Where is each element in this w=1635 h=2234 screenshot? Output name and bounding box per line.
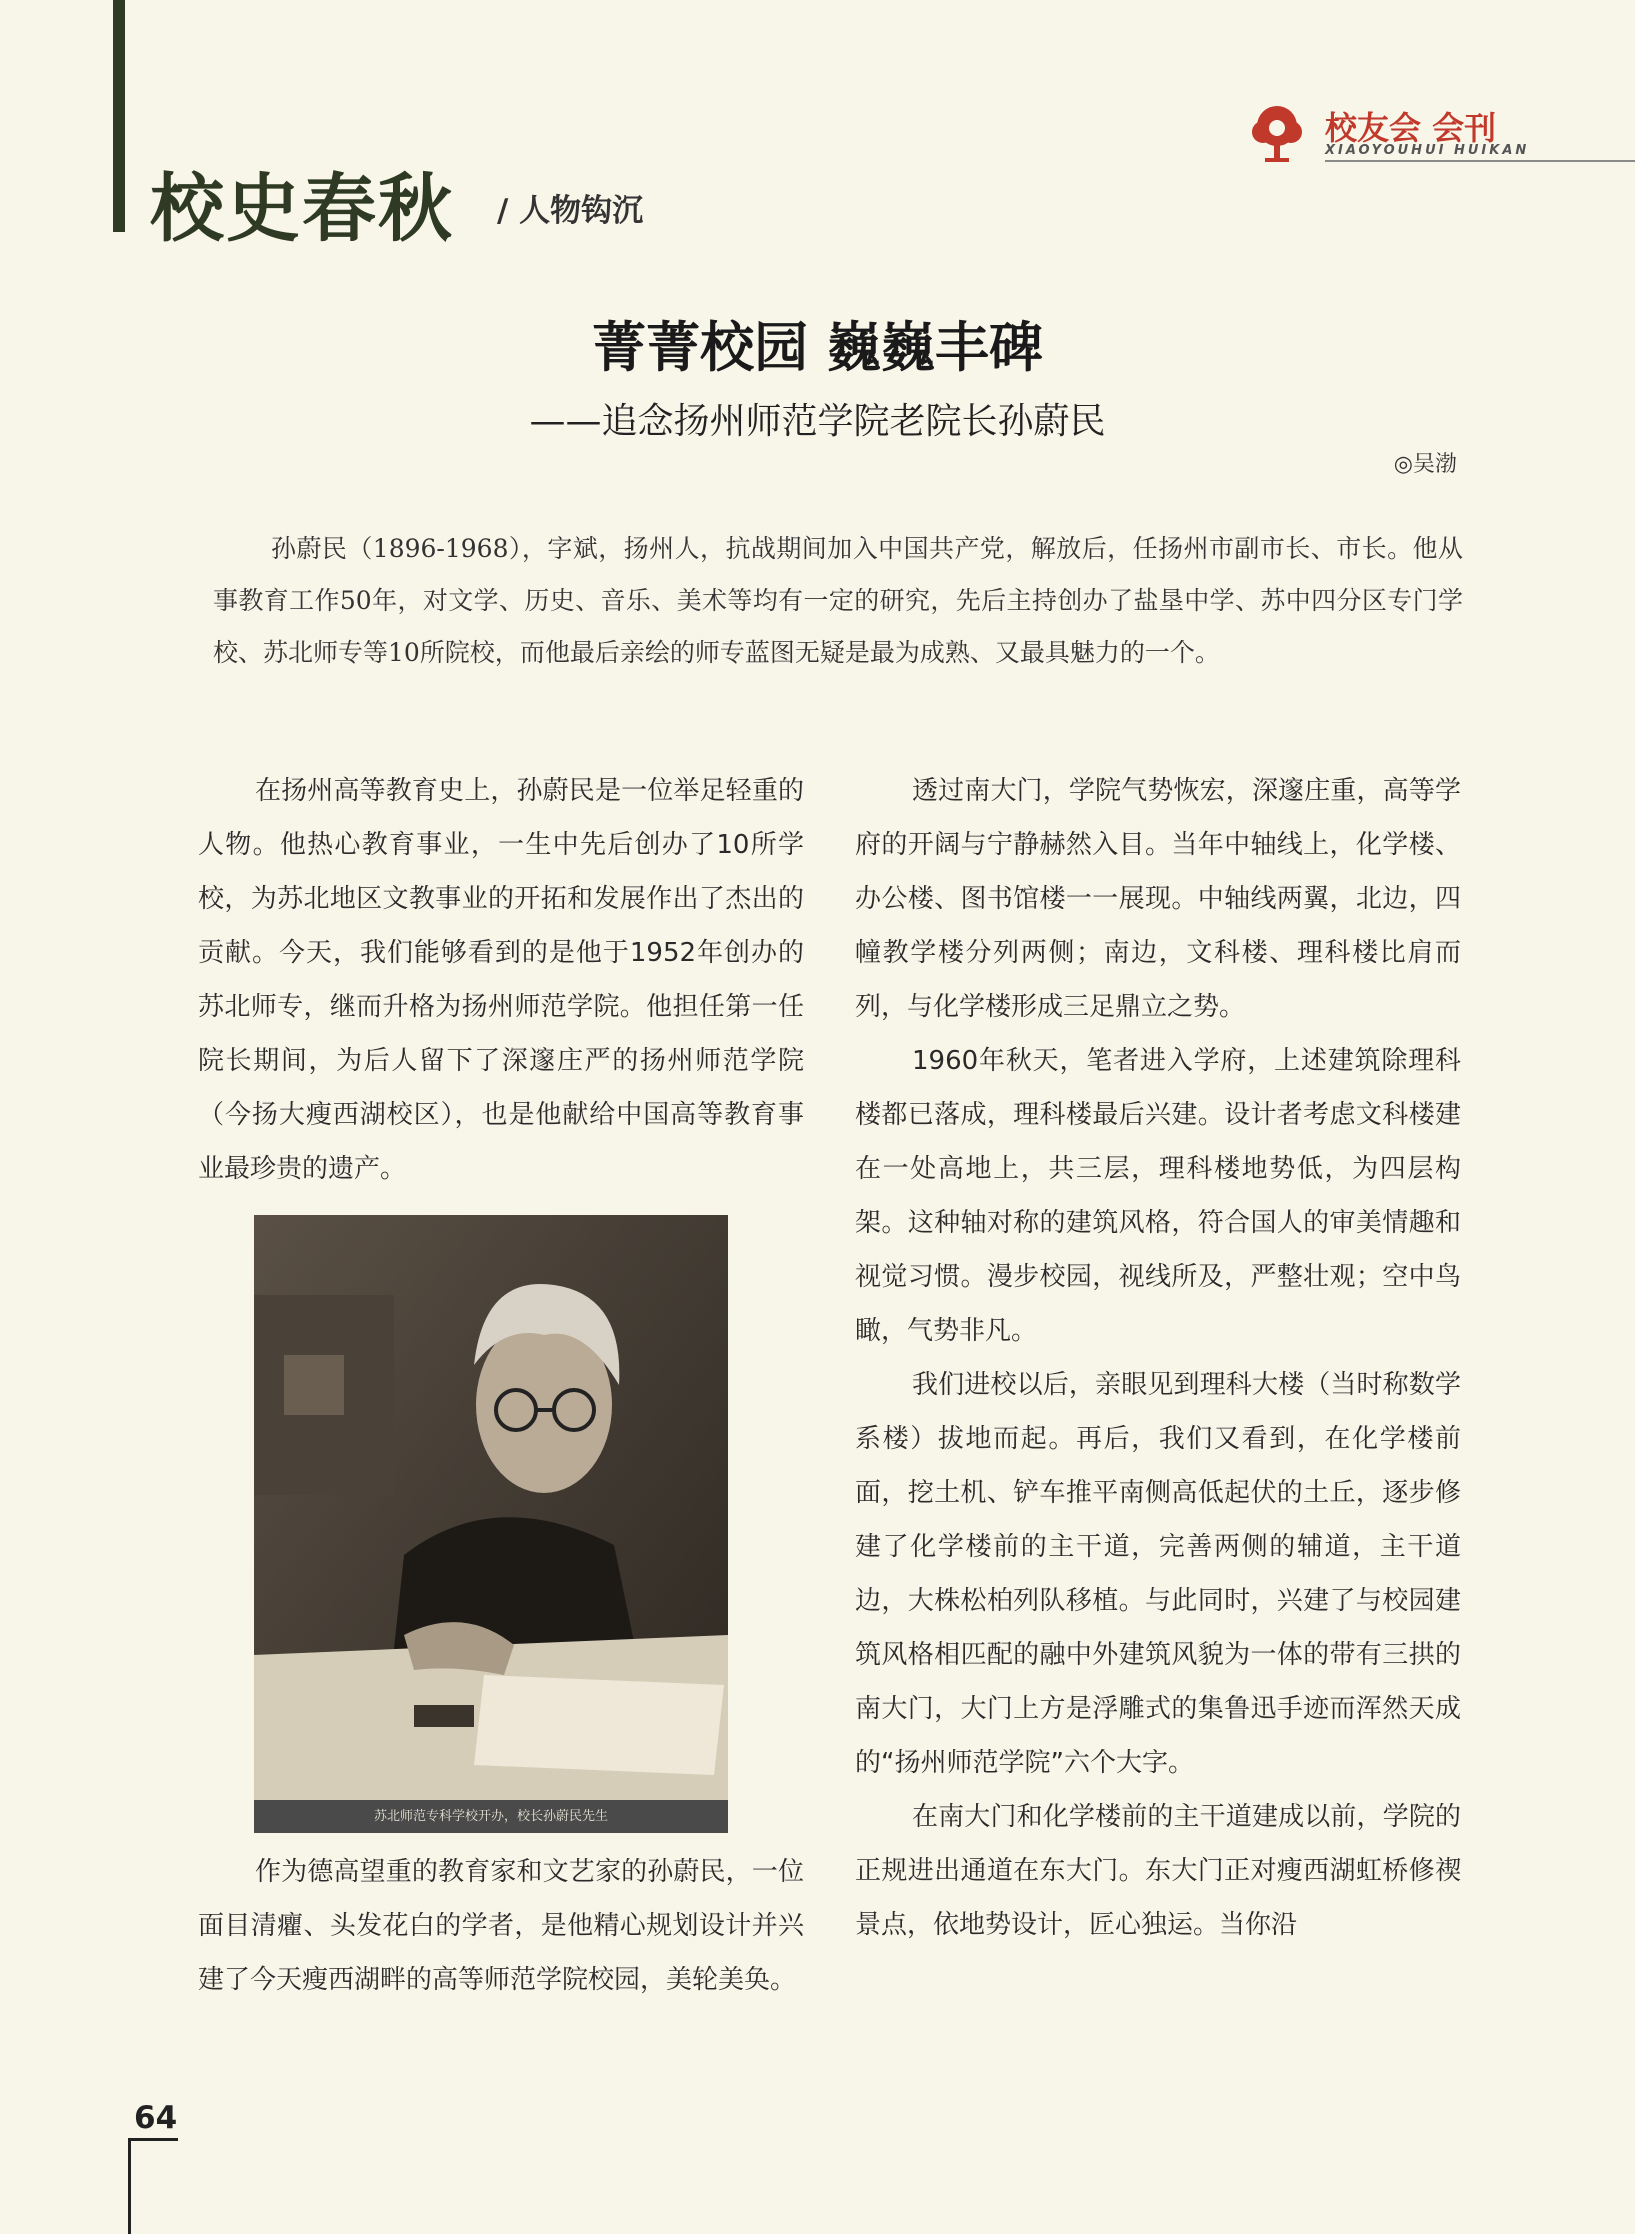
portrait-photo <box>254 1215 728 1833</box>
section-subtitle: / 人物钩沉 <box>497 193 644 229</box>
paragraph: 1960年秋天，笔者进入学府，上述建筑除理科楼都已落成，理科楼最后兴建。设计者考虑文科楼建在一处高地上，共三层，理科楼地势低，为四层构架。这种轴对称的建筑风格，符合国人的审美情趣和视觉习惯。漫步校园，视线所及，严整壮观；空中鸟瞰，气势非凡。 <box>855 1046 1461 1346</box>
article-subtitle: ——追念扬州师范学院老院长孙蔚民 <box>529 401 1106 442</box>
page-number: 64 <box>134 2100 178 2136</box>
left-column-bottom <box>198 1845 804 2007</box>
article-title: 菁菁校园 巍巍丰碑 <box>592 315 1043 379</box>
photo-caption: 苏北师范专科学校开办，校长孙蔚民先生 <box>254 1800 728 1833</box>
paragraph: 作为德高望重的教育家和文艺家的孙蔚民，一位面目清癯、头发花白的学者，是他精心规划设计并兴建了今天瘦西湖畔的高等师范学院校园，美轮美奂。 <box>198 1857 804 1995</box>
paragraph: 我们进校以后，亲眼见到理科大楼（当时称数学系楼）拔地而起。再后，我们又看到，在化学楼前面，挖土机、铲车推平南侧高低起伏的土丘，逐步修建了化学楼前的主干道，完善两侧的辅道，主干道边，大株松柏列队移植。与此同时，兴建了与校园建筑风格相匹配的融中外建筑风貌为一体的带有三拱的南大门，大门上方是浮雕式的集鲁迅手迹而浑然天成的“扬州师范学院”六个大字。 <box>855 1370 1461 1778</box>
header-accent-bar <box>113 0 125 232</box>
article-abstract: 孙蔚民（1896-1968），字斌，扬州人，抗战期间加入中国共产党，解放后，任扬州市副市长、市长。他从事教育工作50年，对文学、历史、音乐、美术等均有一定的研究，先后主持创办了盐垦中学、苏中四分区专门学校、苏北师专等10所院校，而他最后亲绘的师专蓝图无疑是最为成熟、又最具魅力的一个。 <box>213 534 1463 667</box>
footer-rule-vertical <box>128 2138 131 2234</box>
paragraph: 在南大门和化学楼前的主干道建成以前，学院的正规进出通道在东大门。东大门正对瘦西湖虹桥修禊景点，依地势设计，匠心独运。当你沿 <box>855 1802 1461 1940</box>
right-column <box>855 764 1461 1952</box>
header-rule <box>1325 160 1635 162</box>
brand-name: 校友会 会刊 <box>1325 109 1497 147</box>
tree-logo-icon <box>1245 102 1309 166</box>
article-author: ◎吴渤 <box>1393 452 1457 477</box>
paragraph: 在扬州高等教育史上，孙蔚民是一位举足轻重的人物。他热心教育事业，一生中先后创办了10所学校，为苏北地区文教事业的开拓和发展作出了杰出的贡献。今天，我们能够看到的是他于1952年创办的苏北师专，继而升格为扬州师范学院。他担任第一任院长期间，为后人留下了深邃庄严的扬州师范学院（今扬大瘦西湖校区），也是他献给中国高等教育事业最珍贵的遗产。 <box>198 776 804 1184</box>
footer-rule <box>128 2138 178 2141</box>
section-title: 校史春秋 <box>150 166 454 252</box>
paragraph: 透过南大门，学院气势恢宏，深邃庄重，高等学府的开阔与宁静赫然入目。当年中轴线上，化学楼、办公楼、图书馆楼一一展现。中轴线两翼，北边，四幢教学楼分列两侧；南边，文科楼、理科楼比肩而列，与化学楼形成三足鼎立之势。 <box>855 776 1461 1022</box>
left-column-top <box>198 764 804 1196</box>
brand-pinyin: XIAOYOUHUI HUIKAN <box>1325 143 1530 158</box>
